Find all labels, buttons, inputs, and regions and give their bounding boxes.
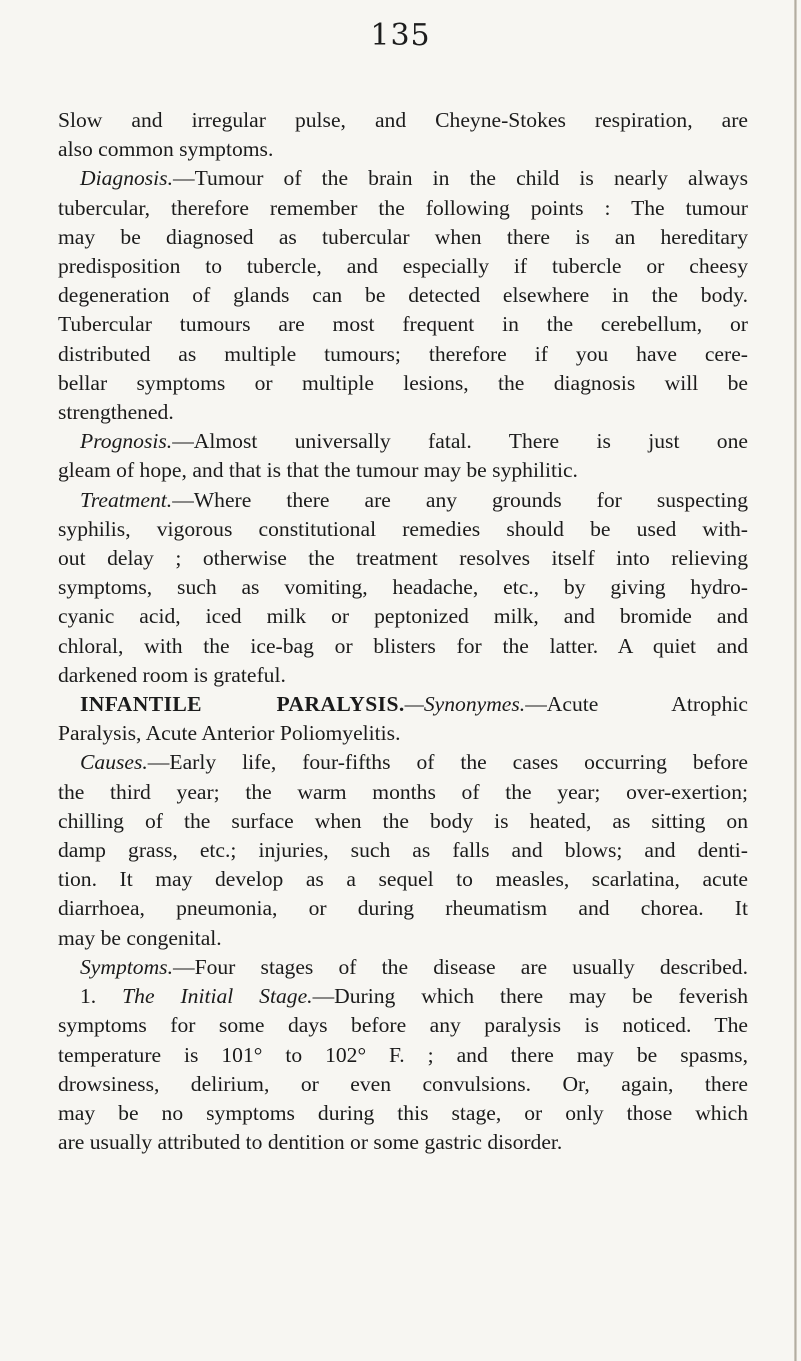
line-text: —Almost universally fatal. There is just one [172, 429, 748, 454]
text-line [58, 194, 748, 223]
text-line [58, 748, 748, 777]
italic-heading: The Initial Stage. [122, 984, 313, 1009]
text-line [58, 865, 748, 894]
text-line [58, 953, 748, 982]
text-line [58, 924, 748, 953]
text-line [58, 515, 748, 544]
line-text: distributed as multiple tumours; therefore if you have cere- [58, 341, 748, 366]
italic-heading: Causes. [80, 750, 148, 775]
line-text: cyanic acid, iced milk or peptonized milk, and bromide and [58, 604, 748, 629]
page-edge-shadow [794, 0, 797, 1361]
line-text: drowsiness, delirium, or even convulsions. Or, again, there [58, 1071, 748, 1096]
text-line [58, 427, 748, 456]
italic-heading: Prognosis. [80, 429, 173, 454]
text-line [58, 778, 748, 807]
text-line [58, 398, 748, 427]
line-text: Paralysis, Acute Anterior Poliomyelitis. [58, 721, 401, 746]
list-number: 1. [80, 984, 123, 1009]
line-text: may be congenital. [58, 925, 222, 950]
body-text [58, 106, 748, 1157]
text-line [58, 340, 748, 369]
text-line [58, 223, 748, 252]
text-line [58, 690, 748, 719]
text-line [58, 836, 748, 865]
line-text: gleam of hope, and that is that the tumour may be syphilitic. [58, 458, 578, 483]
text-line [58, 894, 748, 923]
line-text: may be no symptoms during this stage, or only those which [58, 1100, 748, 1125]
text-line [58, 1070, 748, 1099]
line-text: temperature is 101° to 102° F. ; and there may be spasms, [58, 1042, 748, 1067]
text-line [58, 807, 748, 836]
text-line [58, 456, 748, 485]
text-line [58, 982, 748, 1011]
line-text: diarrhoea, pneumonia, or during rheumatism and chorea. It [58, 896, 748, 921]
line-text: strengthened. [58, 400, 174, 425]
text-line [58, 544, 748, 573]
italic-heading: Treatment. [80, 487, 173, 512]
line-text: are usually attributed to dentition or some gastric disorder. [58, 1130, 563, 1155]
line-text: syphilis, vigorous constitutional remedies should be used with- [58, 516, 748, 541]
text-line [58, 1041, 748, 1070]
line-text: darkened room is grateful. [58, 662, 286, 687]
text-line [58, 573, 748, 602]
line-text: degeneration of glands can be detected elsewhere in the body. [58, 283, 748, 308]
text-line [58, 135, 748, 164]
line-text: the third year; the warm months of the year; over-exertion; [58, 779, 748, 804]
line-text: symptoms, such as vomiting, headache, etc., by giving hydro- [58, 575, 748, 600]
line-text: chloral, with the ice-bag or blisters for the latter. A quiet and [58, 633, 748, 658]
text-line [58, 632, 748, 661]
text-line [58, 661, 748, 690]
line-text: —Early life, four-fifths of the cases occurring before [147, 750, 748, 775]
italic-heading: Diagnosis. [80, 166, 173, 191]
italic-heading: —Synonymes. [404, 692, 526, 717]
line-text: —During which there may be feverish [312, 984, 749, 1009]
text-line [58, 106, 748, 135]
line-text: predisposition to tubercle, and especially if tubercle or cheesy [58, 254, 748, 279]
text-line [58, 164, 748, 193]
text-line [58, 602, 748, 631]
text-line [58, 281, 748, 310]
line-text: Tubercular tumours are most frequent in the cerebellum, or [58, 312, 748, 337]
line-text: symptoms for some days before any paralysis is noticed. The [58, 1013, 748, 1038]
line-text: out delay ; otherwise the treatment resolves itself into relieving [58, 546, 748, 571]
line-text: Slow and irregular pulse, and Cheyne-Stokes respiration, are [58, 108, 748, 132]
line-text: —Four stages of the disease are usually described. [172, 954, 748, 979]
line-text: tion. It may develop as a sequel to measles, scarlatina, acute [58, 867, 748, 892]
line-text: damp grass, etc.; injuries, such as falls and blows; and denti- [58, 838, 748, 863]
page-number: 135 [370, 18, 431, 53]
line-text: —Tumour of the brain in the child is nearly always [173, 166, 748, 191]
text-line [58, 1099, 748, 1128]
text-line [58, 719, 748, 748]
line-text: bellar symptoms or multiple lesions, the diagnosis will be [58, 370, 748, 395]
text-line [58, 486, 748, 515]
text-line [58, 1128, 748, 1157]
text-line [58, 252, 748, 281]
line-text: chilling of the surface when the body is heated, as sitting on [58, 808, 748, 833]
line-text: tubercular, therefore remember the following points : The tumour [58, 195, 748, 220]
line-text: may be diagnosed as tubercular when there is an hereditary [58, 224, 748, 249]
section-heading: INFANTILE PARALYSIS. [80, 692, 405, 717]
italic-heading: Symptoms. [80, 954, 173, 979]
line-text: —Acute Atrophic [525, 692, 748, 717]
line-text: —Where there are any grounds for suspecting [172, 487, 748, 512]
line-text: also common symptoms. [58, 137, 274, 162]
text-line [58, 369, 748, 398]
text-line [58, 1011, 748, 1040]
text-line [58, 310, 748, 339]
